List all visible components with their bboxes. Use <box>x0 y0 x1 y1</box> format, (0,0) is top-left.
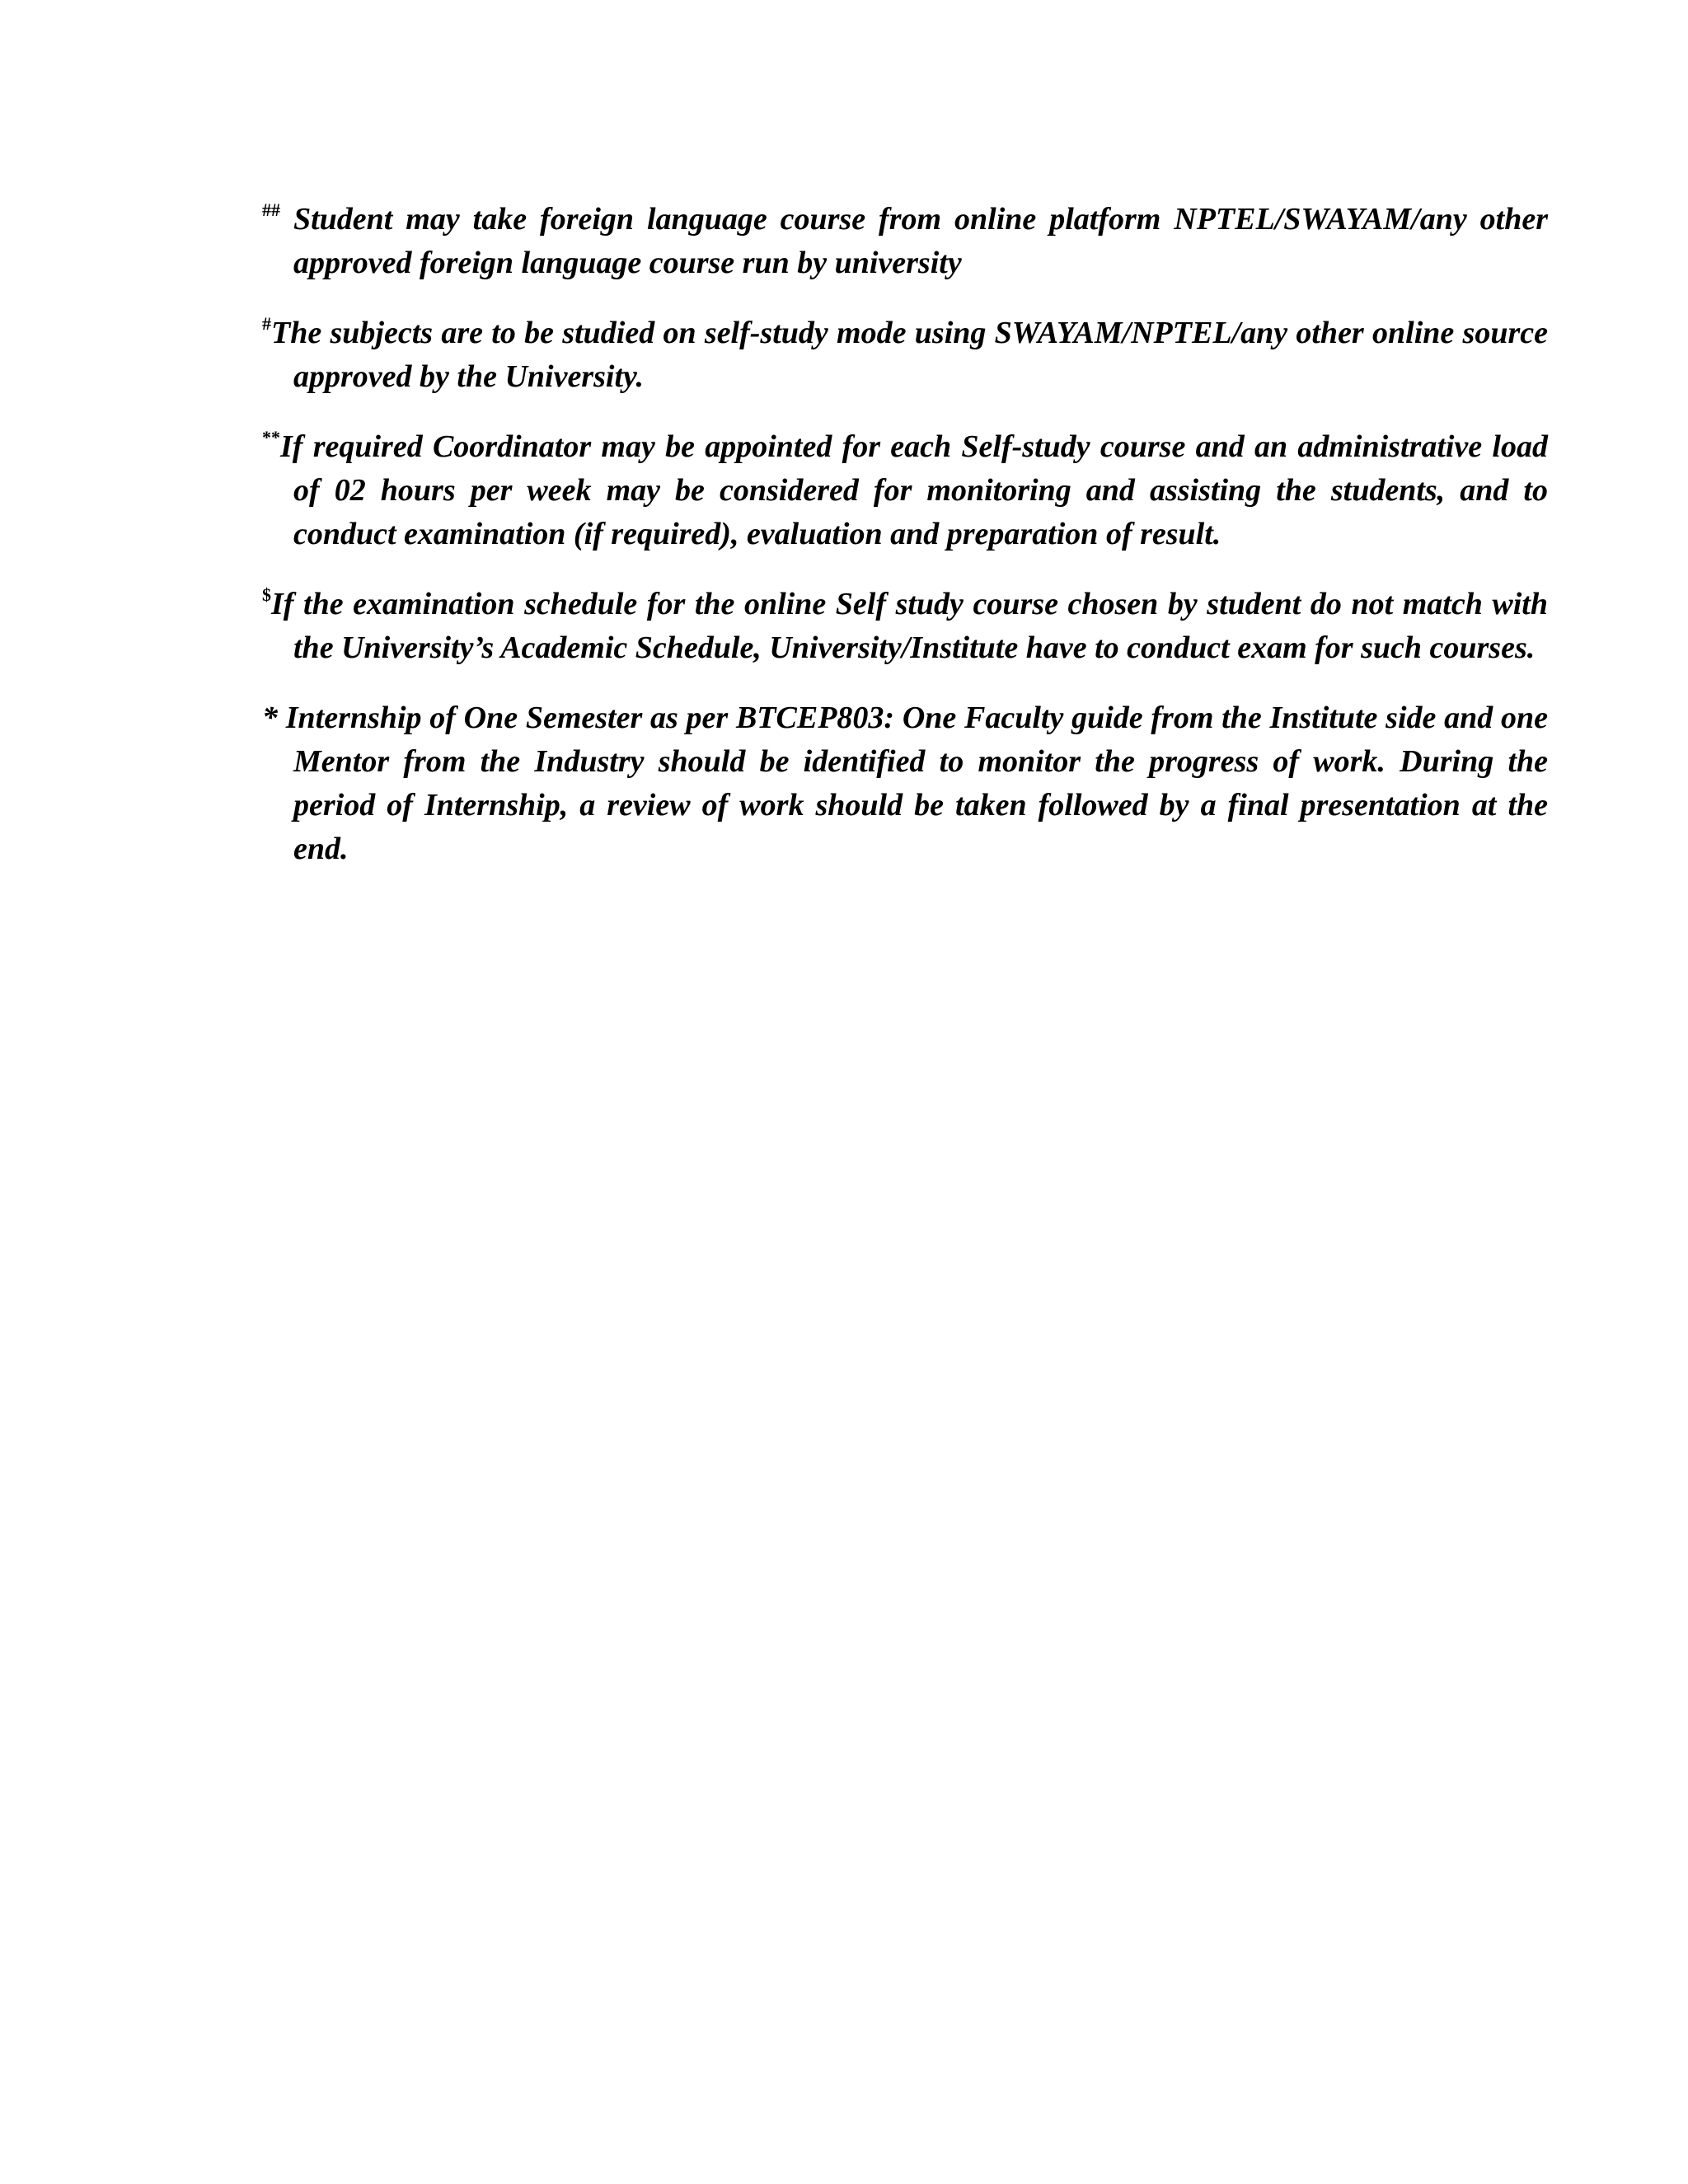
footnote-marker-dollar: $ <box>262 584 271 605</box>
footnote-text: The subjects are to be studied on self-study mode using SWAYAM/NPTEL/any other online source approved by the University. <box>271 316 1548 394</box>
footnote-examination-schedule <box>262 583 1548 670</box>
footnote-self-study-mode <box>262 312 1548 399</box>
footnote-marker-hash: # <box>262 313 271 334</box>
footnote-text: If the examination schedule for the online Self study course chosen by student do not match with the University’s Academic Schedule, University/Institute have to conduct exam for such courses. <box>271 587 1548 665</box>
footnotes-list <box>262 198 1548 898</box>
footnote-foreign-language <box>262 198 1548 285</box>
footnote-text: If required Coordinator may be appointed for each Self-study course and an administrative load of 02 hours per week may be considered for monitoring and assisting the students, and to conduct examination (if required), evaluation and preparation of result. <box>280 429 1548 551</box>
footnote-marker-double-asterisk: ** <box>262 427 280 448</box>
footnote-text: Student may take foreign language course from online platform NPTEL/SWAYAM/any other approved foreign language course run by university <box>280 202 1548 280</box>
footnote-marker-double-hash: ## <box>262 199 280 220</box>
footnote-coordinator <box>262 425 1548 556</box>
footnote-internship <box>262 696 1548 871</box>
footnote-text: * Internship of One Semester as per BTCEP803: One Faculty guide from the Institute side and one Mentor from the Industry should be identified to monitor the progress of work. During the period of Internship, a review of work should be taken followed by a final presentation at the end. <box>262 701 1548 866</box>
